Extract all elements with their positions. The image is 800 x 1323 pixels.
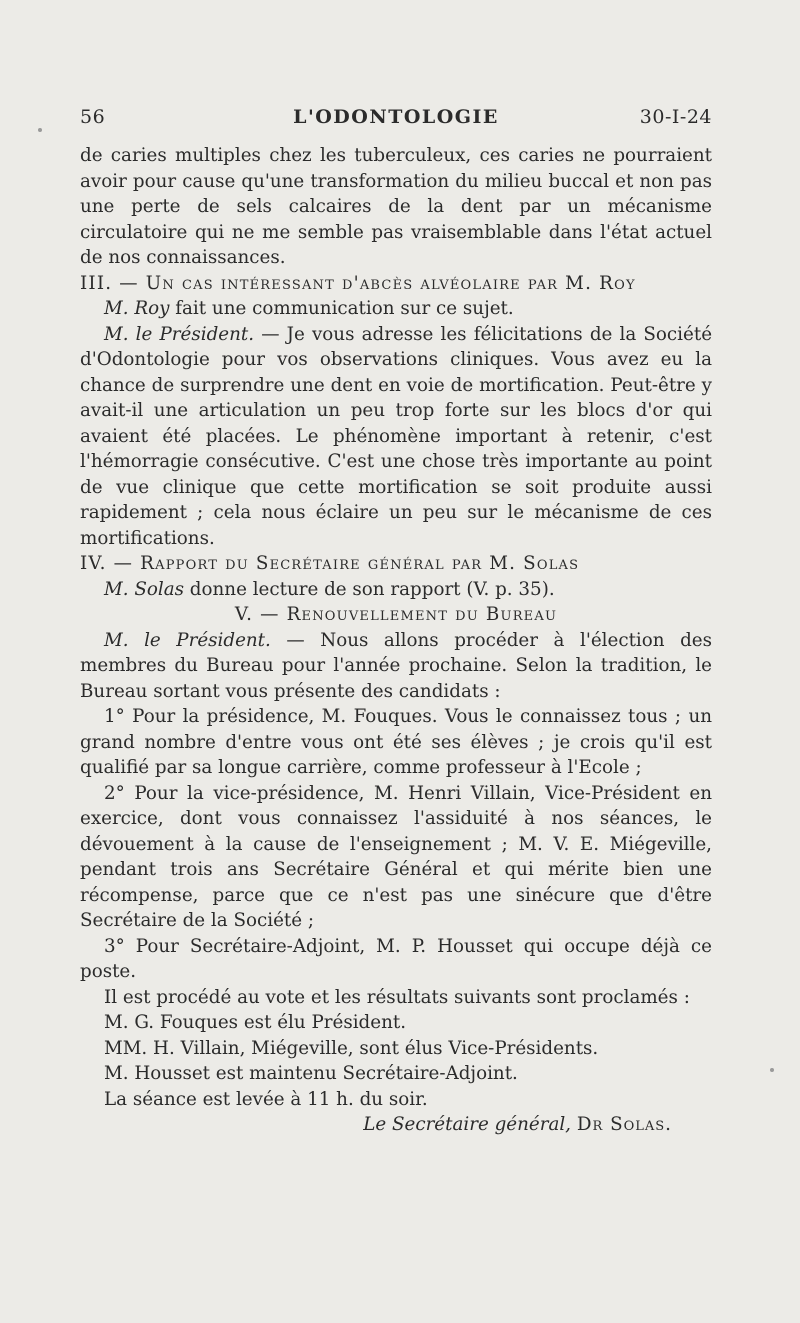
section-heading-4: IV. — Rapport du Secrétaire général par M. Solas	[80, 553, 580, 574]
section-heading-5: V. — Renouvellement du Bureau	[234, 604, 558, 625]
paragraph-president-2: M. le Président. — Nous allons procéder à l'élection des membres du Bureau pour l'année prochaine. Selon la tradition, le Bureau sortant vous présente des candidats :	[80, 629, 713, 702]
signature-name: Dr Solas.	[576, 1114, 672, 1135]
journal-title: L'ODONTOLOGIE	[293, 106, 499, 128]
running-header	[80, 106, 712, 136]
page-number: 56	[80, 106, 106, 128]
candidate-item-2: 2° Pour la vice-présidence, M. Henri Villain, Vice-Président en exercice, dont vous connaissez l'assiduité à nos séances, le dévouement à la cause de l'enseignement ; M. V. E. Miégeville, pendant trois ans Secrétaire Général et qui mérite bien une récompense, parce que ce n'est pas une sinécure que d'être Secrétaire de la Société ;	[80, 782, 712, 931]
paragraph-intro: de caries multiples chez les tuberculeux, ces caries ne pourraient avoir pour cause qu'une transformation du milieu buccal et non pas une perte de sels calcaires de la dent par un mécanisme circulatoire qui ne me semble pas vraisemblable dans l'état actuel de nos connaissances.	[80, 145, 712, 268]
speaker-president: M. le Président.	[104, 629, 271, 651]
closing-line: La séance est levée à 11 h. du soir.	[104, 1088, 428, 1110]
speaker-solas: M. Solas	[104, 578, 184, 600]
article-body	[80, 143, 712, 1138]
result-president: M. G. Fouques est élu Président.	[104, 1012, 407, 1033]
speaker-president: M. le Président.	[104, 323, 255, 345]
paragraph-solas: M. Solas donne lecture de son rapport (V. p. 35).	[104, 578, 555, 600]
paragraph-roy: M. Roy fait une communication sur ce sujet.	[104, 298, 514, 319]
paper-speck	[770, 1068, 774, 1072]
paper-speck	[38, 128, 42, 132]
section-heading-3: III. — Un cas intéressant d'abcès alvéolaire par M. Roy	[80, 272, 636, 294]
paragraph-president-1: M. le Président. — Je vous adresse les félicitations de la Société d'Odontologie pour vos observations cliniques. Vous avez eu la chance de surprendre une dent en voie de mortification. Peut-être y avait-il une articulation un peu trop forte sur les blocs d'or qui avaient été placées. Le phénomène important à retenir, c'est l'hémorragie consécutive. C'est une chose très importante au point de vue clinique que cette mortification se soit produite aussi rapidement ; cela nous éclaire un peu sur le mécanisme de ces mortifications.	[80, 323, 713, 549]
result-secretary: M. Housset est maintenu Secrétaire-Adjoint.	[104, 1063, 518, 1084]
result-vice-presidents: MM. H. Villain, Miégeville, sont élus Vice-Présidents.	[104, 1037, 599, 1059]
speaker-roy: M. Roy	[104, 298, 170, 319]
issue-date: 30-I-24	[639, 106, 712, 128]
candidate-item-1: 1° Pour la présidence, M. Fouques. Vous le connaissez tous ; un grand nombre d'entre vous ont été ses élèves ; je crois qu'il est qualifié par sa longue carrière, comme professeur à l'Ecole ;	[80, 706, 712, 778]
signature	[80, 1112, 712, 1138]
signature-role: Le Secrétaire général,	[363, 1114, 571, 1135]
candidate-item-3: 3° Pour Secrétaire-Adjoint, M. P. Housset qui occupe déjà ce poste.	[80, 935, 712, 982]
vote-paragraph: Il est procédé au vote et les résultats suivants sont proclamés :	[104, 986, 690, 1008]
